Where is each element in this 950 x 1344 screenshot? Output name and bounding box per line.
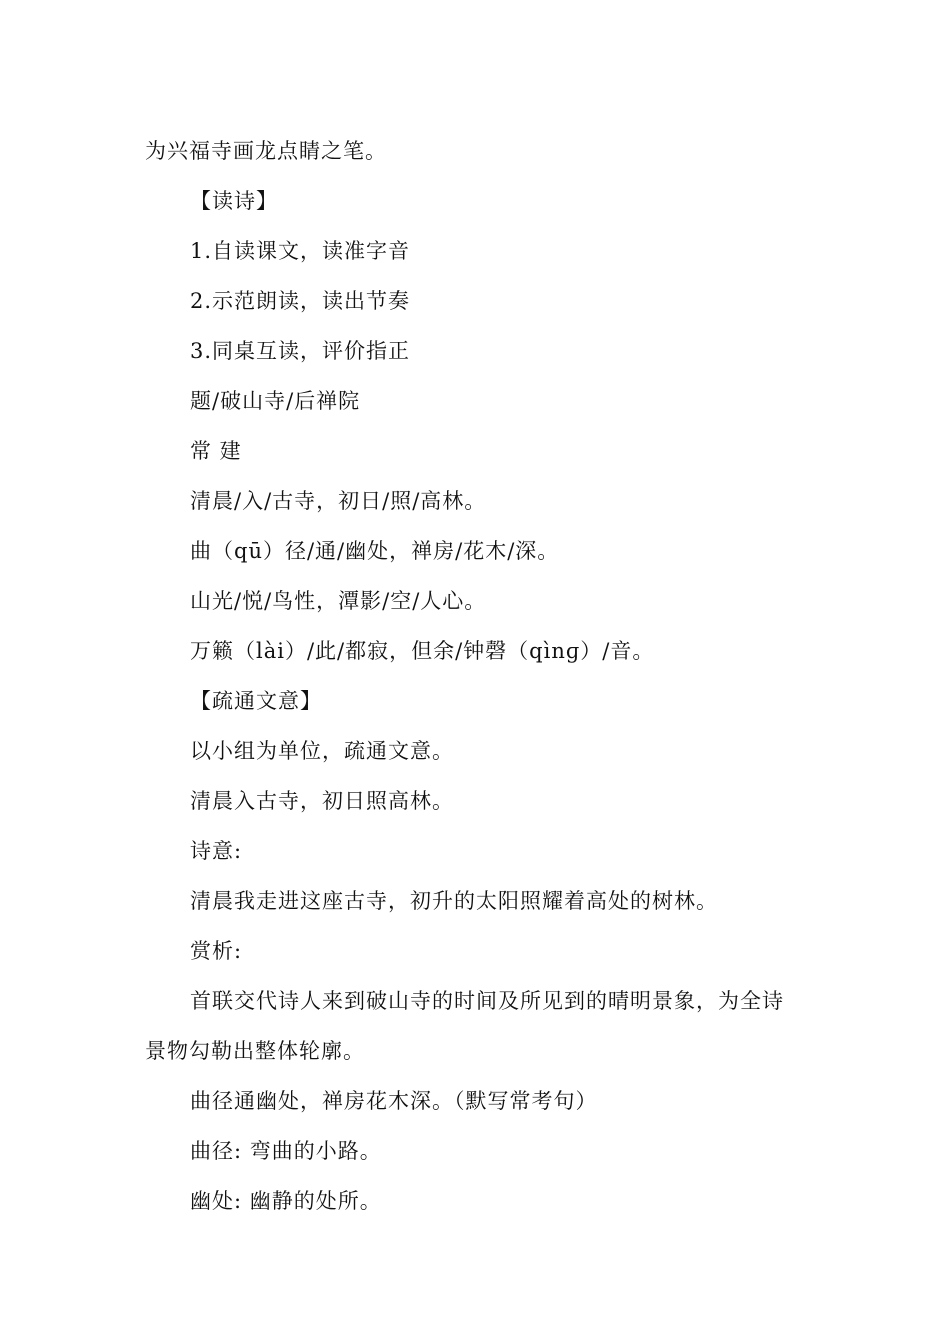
poem-title: 题/破山寺/后禅院 <box>190 389 361 413</box>
poem-line: 万籁（lài）/此/都寂，但余/钟磬（qìnɡ）/音。 <box>190 639 655 663</box>
label-poem-meaning: 诗意: <box>190 839 243 863</box>
section-heading-meaning: 【疏通文意】 <box>190 689 322 713</box>
section-heading-read-poem: 【读诗】 <box>190 189 278 213</box>
text-line: 曲径: 弯曲的小路。 <box>190 1139 382 1163</box>
text-line: 幽处: 幽静的处所。 <box>190 1189 382 1213</box>
text-line: 景物勾勒出整体轮廓。 <box>145 1039 365 1063</box>
list-item: 2.示范朗读，读出节奏 <box>190 289 411 313</box>
text-line: 清晨入古寺，初日照高林。 <box>190 789 454 813</box>
poem-author: 常 建 <box>190 439 242 463</box>
text-line: 清晨我走进这座古寺，初升的太阳照耀着高处的树林。 <box>190 889 718 913</box>
poem-line: 曲（qū）径/通/幽处，禅房/花木/深。 <box>190 539 560 563</box>
poem-line: 清晨/入/古寺，初日/照/高林。 <box>190 489 487 513</box>
label-appreciation: 赏析: <box>190 939 243 963</box>
text-line: 首联交代诗人来到破山寺的时间及所见到的晴明景象，为全诗 <box>190 989 784 1013</box>
poem-line: 山光/悦/鸟性，潭影/空/人心。 <box>190 589 487 613</box>
text-line: 以小组为单位，疏通文意。 <box>190 739 454 763</box>
text-line: 为兴福寺画龙点睛之笔。 <box>145 139 387 163</box>
text-line: 曲径通幽处，禅房花木深。（默写常考句） <box>190 1089 598 1113</box>
list-item: 3.同桌互读，评价指正 <box>190 339 411 363</box>
list-item: 1.自读课文，读准字音 <box>190 239 411 263</box>
